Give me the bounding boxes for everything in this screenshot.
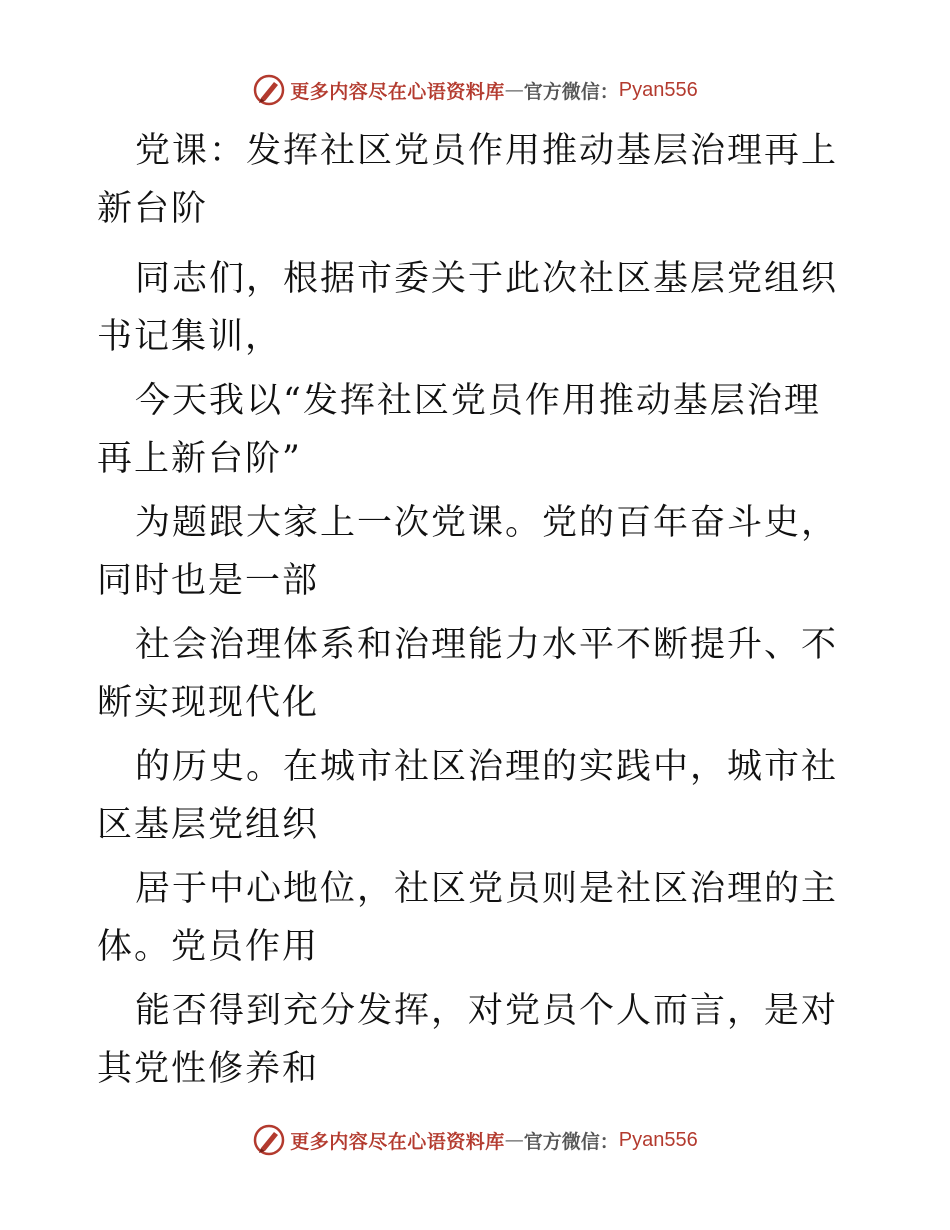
- paragraph: 能否得到充分发挥，对党员个人而言，是对其党性修养和: [97, 991, 839, 1089]
- pen-logo-icon: [252, 73, 286, 107]
- footer-dash: —: [504, 1129, 524, 1151]
- pen-logo-icon: [252, 1123, 286, 1157]
- document-body: [97, 122, 857, 1104]
- footer-banner: [0, 1120, 950, 1160]
- paragraph: 同志们，根据市委关于此次社区基层党组织书记集训，: [97, 259, 839, 357]
- footer-wechat-label: 官方微信：: [523, 1130, 619, 1153]
- paragraph: 为题跟大家上一次党课。党的百年奋斗史，同时也是一部: [97, 503, 839, 601]
- paragraph: 今天我以“发挥社区党员作用推动基层治理再上新台阶”: [97, 381, 821, 479]
- paragraph: 居于中心地位，社区党员则是社区治理的主体。党员作用: [97, 869, 839, 967]
- footer-wechat-id: Pyan556: [618, 1128, 698, 1151]
- header-banner: [0, 70, 950, 110]
- header-dash: —: [504, 79, 524, 101]
- paragraph: 的历史。在城市社区治理的实践中，城市社区基层党组织: [97, 747, 839, 845]
- document-title: 党课：发挥社区党员作用推动基层治理再上新台阶: [97, 131, 839, 229]
- footer-banner-text: 更多内容尽在心语资料库: [290, 1130, 505, 1153]
- header-banner-text: 更多内容尽在心语资料库: [290, 80, 505, 103]
- paragraph: 社会治理体系和治理能力水平不断提升、不断实现现代化: [97, 625, 839, 723]
- header-wechat-label: 官方微信：: [523, 80, 619, 103]
- header-wechat-id: Pyan556: [618, 78, 698, 101]
